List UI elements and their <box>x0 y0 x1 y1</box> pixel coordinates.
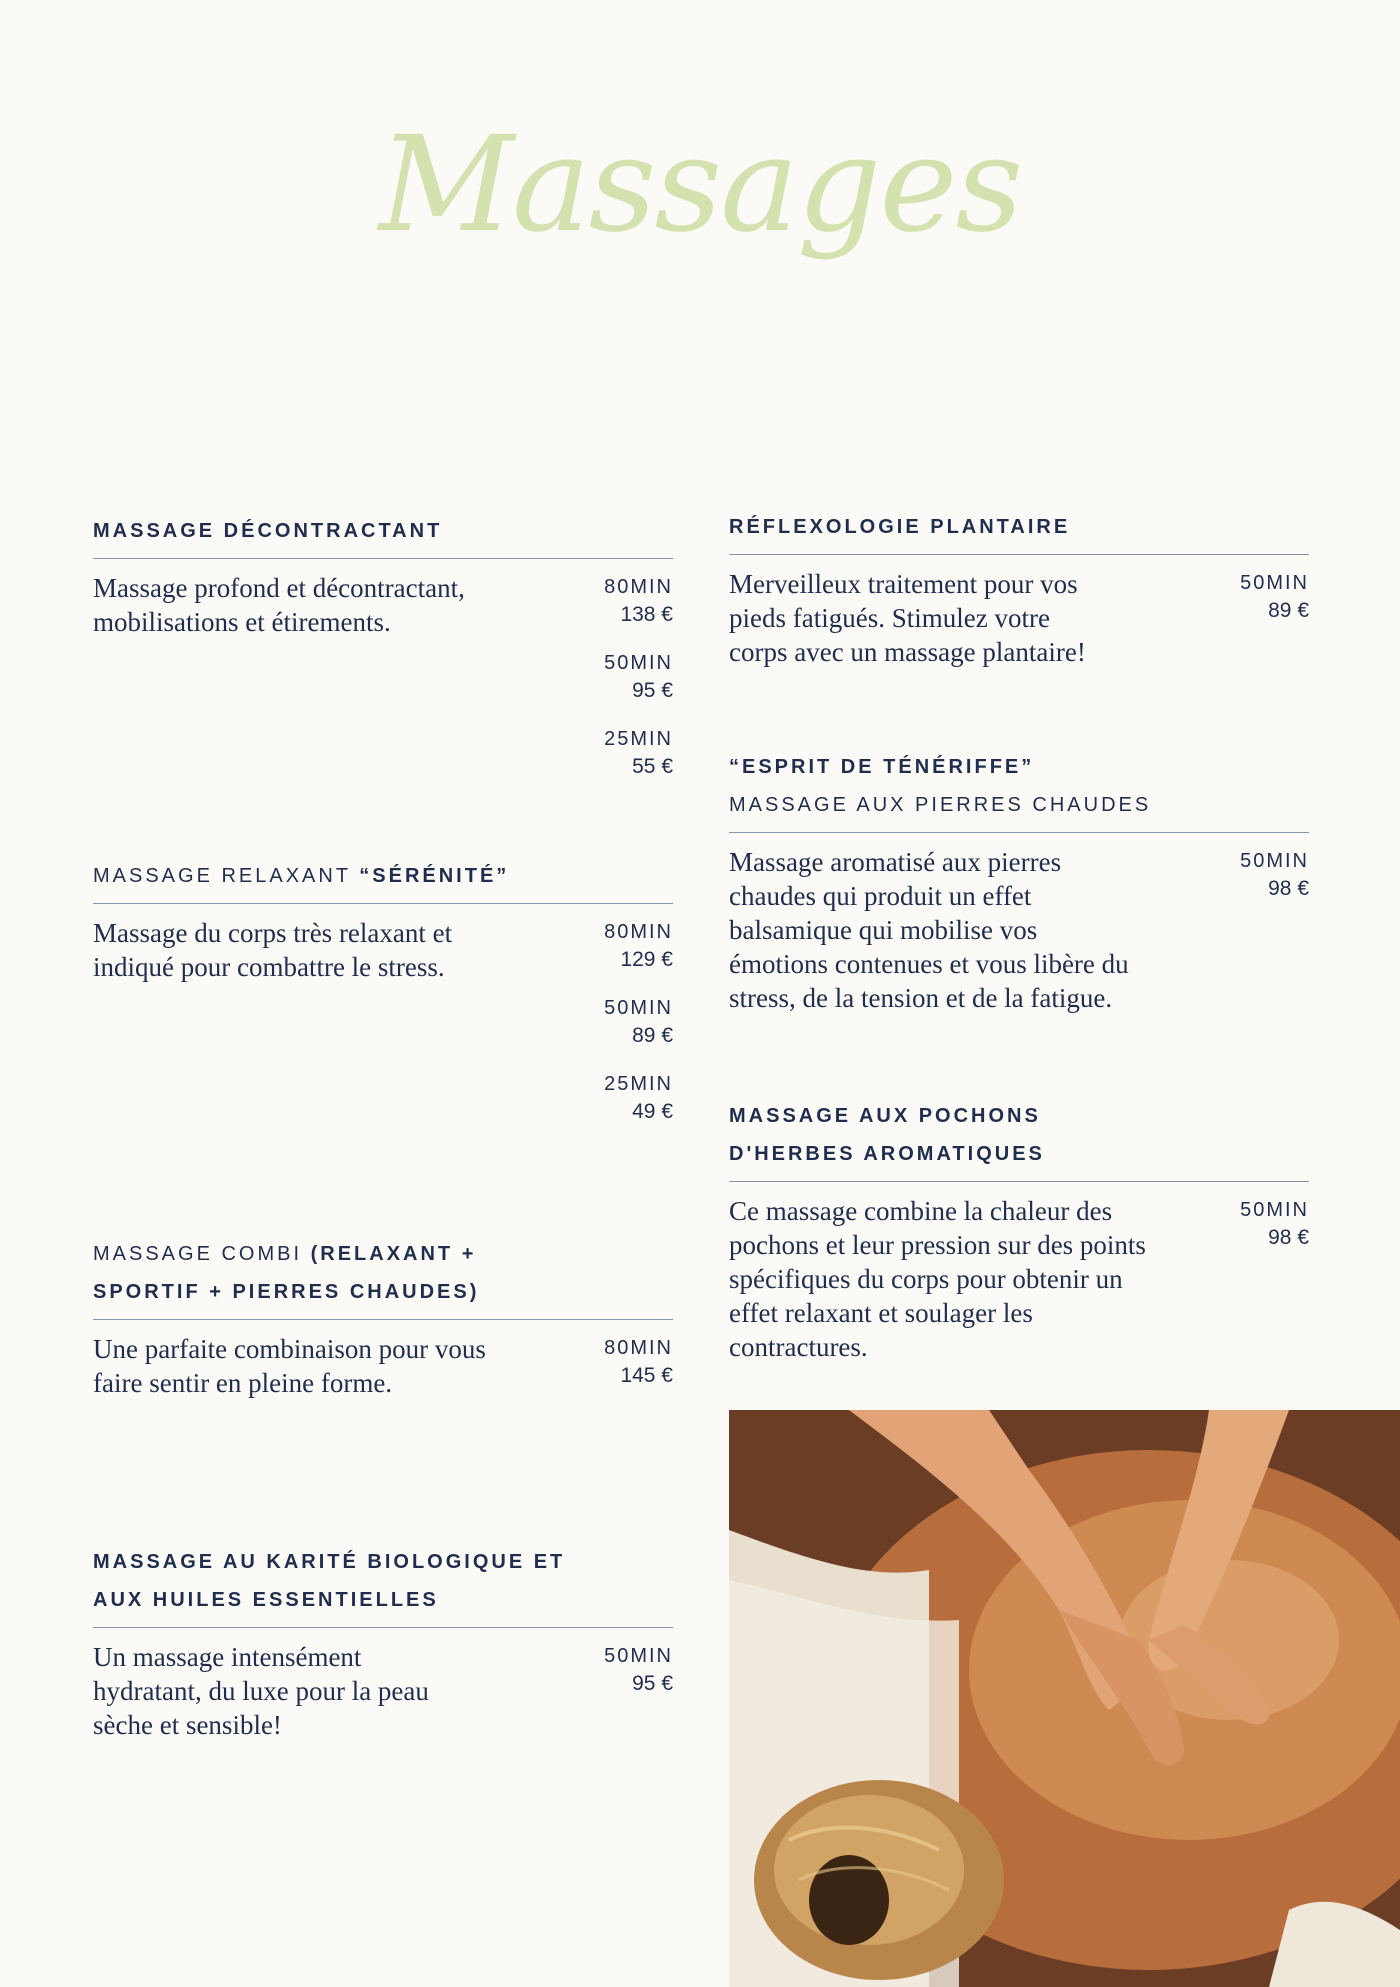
divider <box>729 554 1309 555</box>
price: 89 € <box>1268 599 1309 622</box>
duration: 50MIN <box>604 652 673 674</box>
service-heading <box>729 1097 1129 1173</box>
duration: 25MIN <box>604 728 673 750</box>
service-massage-karite <box>93 1543 673 1742</box>
duration: 50MIN <box>1240 850 1309 872</box>
service-description: Massage du corps très relaxant et indiqué pour combattre le stress. <box>93 918 453 982</box>
massage-photo <box>729 1410 1400 1987</box>
divider <box>729 832 1309 833</box>
service-heading <box>729 748 1309 786</box>
heading-part: MASSAGE RELAXANT <box>93 865 360 887</box>
service-heading <box>729 508 1309 546</box>
duration: 80MIN <box>604 576 673 598</box>
service-description: Massage aromatisé aux pierres chaudes qui produit un effet balsamique qui mobilise vos émotions contenues et vous libère du stress, de la tension et de la fatigue. <box>729 847 1129 1013</box>
price: 95 € <box>632 1672 673 1695</box>
price: 89 € <box>632 1024 673 1047</box>
heading-part: (RELAXANT + SPORTIF + PIERRES CHAUDES) <box>93 1243 480 1303</box>
service-heading <box>93 1543 573 1619</box>
service-subheading: MASSAGE AUX PIERRES CHAUDES <box>729 794 1152 816</box>
massage-photo-illustration <box>729 1410 1400 1987</box>
heading-part: MASSAGE COMBI <box>93 1243 311 1265</box>
heading-part: “SÉRÉNITÉ” <box>359 865 510 887</box>
price: 49 € <box>632 1100 673 1123</box>
price-list <box>1240 1196 1309 1272</box>
divider <box>93 1627 673 1628</box>
price-list <box>1240 847 1309 923</box>
price: 145 € <box>620 1364 673 1387</box>
heading-part: MASSAGE DÉCONTRACTANT <box>93 520 443 542</box>
service-heading <box>93 857 673 895</box>
service-description: Ce massage combine la chaleur des pochons et leur pression sur des points spécifiques du corps pour obtenir un effet relaxant et soulager les contractures. <box>729 1196 1146 1362</box>
duration: 80MIN <box>604 1337 673 1359</box>
price: 98 € <box>1268 877 1309 900</box>
duration: 50MIN <box>604 1645 673 1667</box>
price: 138 € <box>620 603 673 626</box>
service-description: Merveilleux traitement pour vos pieds fatigués. Stimulez votre corps avec un massage plantaire! <box>729 569 1086 667</box>
price-list <box>1240 569 1309 645</box>
service-massage-decontractant <box>93 512 673 778</box>
price: 55 € <box>632 755 673 778</box>
divider <box>729 1181 1309 1182</box>
service-description: Un massage intensément hydratant, du luxe pour la peau sèche et sensible! <box>93 1642 429 1740</box>
duration: 50MIN <box>1240 572 1309 594</box>
duration: 50MIN <box>604 997 673 1019</box>
price: 98 € <box>1268 1226 1309 1249</box>
page-title: Massages <box>378 108 1022 262</box>
service-description: Massage profond et décontractant, mobilisations et étirements. <box>93 573 465 637</box>
service-massage-relaxant <box>93 857 673 1123</box>
service-esprit-de-teneriffe <box>729 748 1309 1015</box>
price: 95 € <box>632 679 673 702</box>
heading-part: “ESPRIT DE TÉNÉRIFFE” <box>729 756 1035 778</box>
service-heading <box>93 512 673 550</box>
divider <box>93 558 673 559</box>
divider <box>93 903 673 904</box>
price-list <box>604 1642 673 1718</box>
price: 129 € <box>620 948 673 971</box>
service-description: Une parfaite combinaison pour vous faire sentir en pleine forme. <box>93 1334 486 1398</box>
duration: 80MIN <box>604 921 673 943</box>
duration: 25MIN <box>604 1073 673 1095</box>
service-reflexologie <box>729 508 1309 669</box>
price-list <box>604 918 673 1146</box>
heading-part: MASSAGE AU KARITÉ BIOLOGIQUE ET AUX HUILES ESSENTIELLES <box>93 1551 566 1611</box>
heading-part: RÉFLEXOLOGIE PLANTAIRE <box>729 516 1071 538</box>
divider <box>93 1319 673 1320</box>
price-list <box>604 573 673 801</box>
service-massage-combi <box>93 1235 673 1400</box>
heading-part: MASSAGE AUX POCHONS D'HERBES AROMATIQUES <box>729 1105 1045 1165</box>
service-heading <box>93 1235 533 1311</box>
duration: 50MIN <box>1240 1199 1309 1221</box>
service-pochons <box>729 1097 1309 1364</box>
price-list <box>604 1334 673 1410</box>
